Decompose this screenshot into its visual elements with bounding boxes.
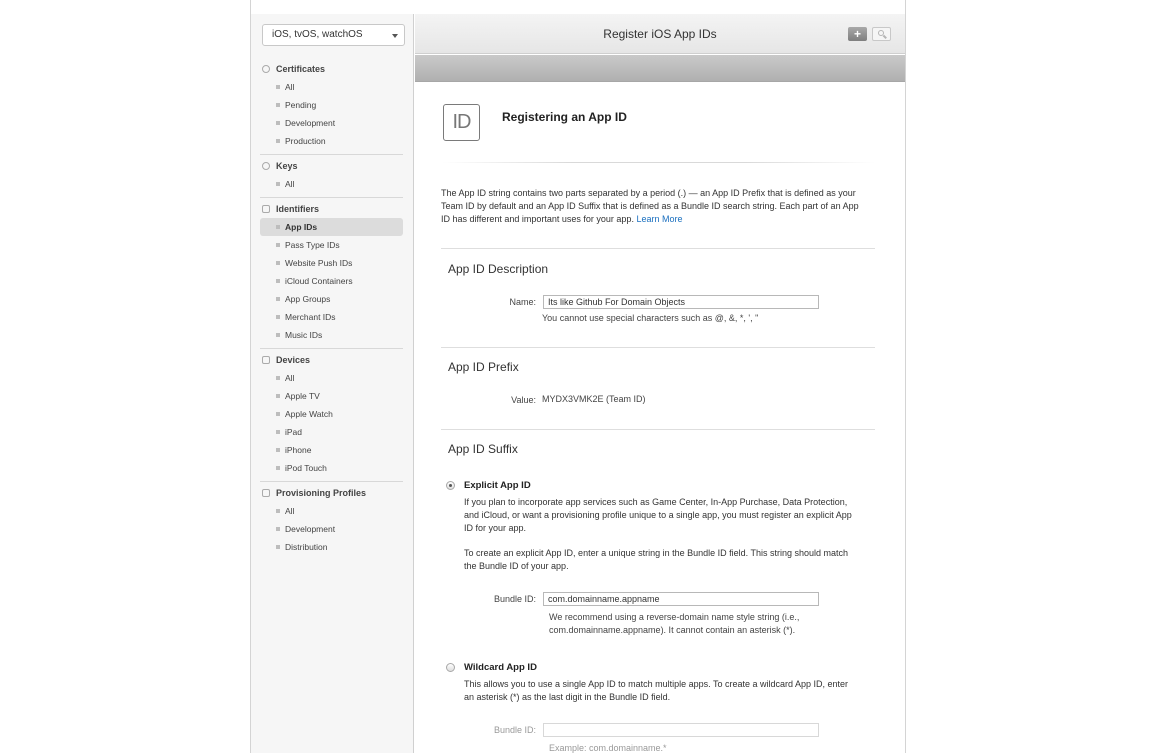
sidebar-item-devices-all[interactable]: All [260,369,403,387]
name-field[interactable] [543,295,819,309]
sidebar-item-certificates-production[interactable]: Production [260,132,403,150]
sidebar-divider [260,154,403,155]
sidebar-heading-keys[interactable]: Keys [260,157,403,175]
explicit-app-id-radio[interactable] [446,481,455,490]
sidebar-divider [260,481,403,482]
sidebar-heading-certificates[interactable]: Certificates [260,60,403,78]
sidebar-section-certificates [260,60,403,556]
wildcard-bundle-id-label: Bundle ID: [493,725,536,735]
sidebar-item-app-groups[interactable]: App Groups [260,290,403,308]
wildcard-app-id-radio[interactable] [446,663,455,672]
sidebar-item-merchant-ids[interactable]: Merchant IDs [260,308,403,326]
app-id-prefix-heading: App ID Prefix [448,360,519,374]
prefix-value-label: Value: [511,395,536,405]
learn-more-link[interactable]: Learn More [636,214,683,224]
bundle-id-hint: We recommend using a reverse-domain name style string (i.e., com.domainname.appname). It cannot contain an asterisk (*). [549,612,800,635]
header-subbar [415,55,905,82]
sidebar-item-app-ids[interactable]: App IDs [260,218,403,236]
app-id-description-heading: App ID Description [448,262,549,276]
page-title: Register iOS App IDs [603,27,717,41]
intro-text: The App ID string contains two parts separated by a period (.) — an App ID Prefix that is defined as your Team ID by default and an App ID Suffix that is defined as a Bundle ID search string. Each part of an App ID has different and important uses for your app. [441,188,859,224]
sidebar-item-icloud-containers[interactable]: iCloud Containers [260,272,403,290]
sidebar-item-music-ids[interactable]: Music IDs [260,326,403,344]
sidebar-divider [260,348,403,349]
sidebar-heading-identifiers[interactable]: Identifiers [260,200,403,218]
prefix-value: MYDX3VMK2E (Team ID) [542,394,646,404]
sidebar-item-iphone[interactable]: iPhone [260,441,403,459]
identifier-icon [262,205,270,213]
wildcard-bundle-id-example: Example: com.domainname.* [549,743,667,753]
explicit-app-id-title: Explicit App ID [464,480,531,491]
sidebar-item-certificates-all[interactable]: All [260,78,403,96]
intro-paragraph [441,187,861,226]
sidebar-item-website-push-ids[interactable]: Website Push IDs [260,254,403,272]
wildcard-app-id-description: This allows you to use a single App ID to match multiple apps. To create a wildcard App ID, enter an asterisk (*) as the last digit in the Bundle ID field. [464,679,849,702]
add-button[interactable]: + [848,27,867,41]
section-divider [441,429,875,430]
sidebar-heading-devices[interactable]: Devices [260,351,403,369]
explicit-app-id-description: If you plan to incorporate app services such as Game Center, In-App Purchase, Data Protection, and iCloud, or want a provisioning profile unique to a single app, you must register an explicit App ID for your app. [464,497,852,533]
bundle-id-label: Bundle ID: [493,594,536,604]
sidebar-divider [260,197,403,198]
wildcard-app-id-title: Wildcard App ID [464,662,537,673]
sidebar-item-apple-tv[interactable]: Apple TV [260,387,403,405]
wildcard-bundle-id-field[interactable] [543,723,819,737]
key-icon [262,162,270,170]
sidebar-item-pass-type-ids[interactable]: Pass Type IDs [260,236,403,254]
sidebar-item-profiles-distribution[interactable]: Distribution [260,538,403,556]
sidebar-item-profiles-all[interactable]: All [260,502,403,520]
title-divider [442,162,875,163]
app-id-suffix-heading: App ID Suffix [448,442,518,456]
sidebar-item-ipad[interactable]: iPad [260,423,403,441]
sidebar-item-apple-watch[interactable]: Apple Watch [260,405,403,423]
platform-select[interactable] [262,24,405,46]
page-header [415,14,905,54]
bundle-id-field[interactable] [543,592,819,606]
search-icon-handle [883,35,887,39]
section-divider [441,347,875,348]
search-button[interactable] [872,27,891,41]
explicit-app-id-instructions: To create an explicit App ID, enter a unique string in the Bundle ID field. This string should match the Bundle ID of your app. [464,548,849,571]
certificate-icon [262,65,270,73]
app-id-icon: ID [443,104,480,141]
sidebar [251,14,414,753]
sidebar-item-certificates-pending[interactable]: Pending [260,96,403,114]
sidebar-item-ipod-touch[interactable]: iPod Touch [260,459,403,477]
sidebar-item-keys-all[interactable]: All [260,175,403,193]
name-label: Name: [509,297,536,307]
sidebar-heading-provisioning-profiles[interactable]: Provisioning Profiles [260,484,403,502]
chevron-down-icon [392,34,398,38]
main-content [415,82,905,753]
radio-selected-dot [449,484,452,487]
name-hint: You cannot use special characters such as @, &, *, ', " [542,313,759,323]
document-icon [262,489,270,497]
sidebar-item-certificates-development[interactable]: Development [260,114,403,132]
sidebar-item-profiles-development[interactable]: Development [260,520,403,538]
content-title: Registering an App ID [502,110,627,124]
platform-select-label: iOS, tvOS, watchOS [272,29,363,40]
section-divider [441,248,875,249]
device-icon [262,356,270,364]
